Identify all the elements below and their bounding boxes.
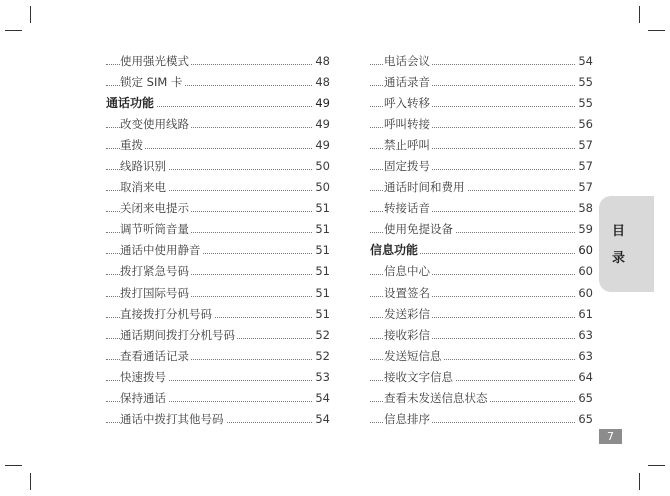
side-tab-char-2: 录 [612, 251, 626, 266]
toc-entry-title: 使用强光模式 [120, 54, 189, 68]
page-number: 7 [599, 429, 622, 444]
toc-entry-page: 60 [576, 283, 593, 304]
toc-entry-title: 锁定 SIM 卡 [120, 75, 183, 90]
toc-entry-page: 63 [576, 325, 593, 346]
toc-entry-page: 52 [313, 346, 330, 367]
toc-entry [106, 72, 330, 93]
toc-entry-title: 取消来电 [120, 180, 166, 195]
crop-mark-top-left-h [5, 30, 22, 31]
toc-entry-page: 51 [313, 283, 330, 304]
toc-entry-title: 通话期间拨打分机号码 [120, 327, 235, 342]
toc-entry-page: 50 [313, 177, 330, 198]
toc-entry-title: 查看通话记录 [120, 348, 189, 363]
crop-mark-top-right-h [648, 30, 665, 31]
toc-entry [370, 177, 593, 198]
toc-entry [106, 219, 330, 240]
toc-entry [106, 388, 330, 409]
toc-entry-title: 保持通话 [120, 390, 166, 405]
toc-entry [370, 198, 593, 219]
crop-mark-bottom-right-h [648, 465, 665, 466]
toc-entry [370, 72, 593, 93]
toc-entry [370, 325, 593, 346]
crop-mark-bottom-left-h [5, 465, 22, 466]
toc-side-tab [599, 196, 654, 292]
toc-entry-title: 查看未发送信息状态 [384, 390, 488, 405]
toc-entry-title: 重拨 [120, 138, 143, 153]
toc-entry-page: 53 [313, 367, 330, 388]
toc-entry-page: 63 [576, 346, 593, 367]
toc-entry-page: 65 [576, 388, 593, 409]
toc-entry [370, 346, 593, 367]
toc-entry-page: 51 [313, 304, 330, 325]
toc-entry-title: 电话会议 [384, 54, 430, 68]
toc-entry-title: 发送短信息 [384, 348, 442, 363]
crop-mark-bottom-left-v [30, 473, 31, 490]
toc-left-column [106, 51, 330, 430]
toc-entry-title: 直接拨打分机号码 [120, 306, 212, 321]
toc-entry-title: 关闭来电提示 [120, 201, 189, 216]
toc-entry [106, 51, 330, 72]
toc-entry-title: 禁止呼叫 [384, 138, 430, 153]
toc-entry [106, 114, 330, 135]
toc-entry-title: 拨打国际号码 [120, 285, 189, 300]
toc-entry-title: 信息排序 [384, 411, 430, 426]
toc-entry-title: 通话中拨打其他号码 [120, 411, 224, 426]
toc-section-entry [106, 93, 330, 114]
toc-entry [106, 283, 330, 304]
toc-entry-page: 57 [576, 156, 593, 177]
toc-entry [106, 367, 330, 388]
toc-entry-title: 通话录音 [384, 75, 430, 90]
toc-entry-title: 呼入转移 [384, 96, 430, 111]
toc-entry-page: 54 [576, 51, 593, 72]
toc-entry-title: 接收彩信 [384, 327, 430, 342]
toc-entry [106, 156, 330, 177]
toc-entry-page: 61 [576, 304, 593, 325]
toc-entry [370, 388, 593, 409]
toc-entry-title: 设置签名 [384, 285, 430, 300]
toc-entry-page: 65 [576, 409, 593, 430]
toc-section-entry [370, 240, 593, 261]
crop-mark-top-left-v [30, 6, 31, 23]
toc-entry-page: 55 [576, 93, 593, 114]
toc-entry-page: 54 [313, 409, 330, 430]
toc-entry-page: 48 [313, 72, 330, 93]
toc-entry-title: 通话时间和费用 [384, 180, 465, 195]
toc-entry-page: 48 [313, 51, 330, 72]
toc-entry [370, 156, 593, 177]
toc-entry [370, 304, 593, 325]
toc-entry [106, 135, 330, 156]
toc-entry-page: 51 [313, 219, 330, 240]
toc-entry-page: 60 [576, 240, 593, 261]
toc-entry [370, 367, 593, 388]
toc-entry-title: 使用免提设备 [384, 222, 453, 237]
toc-entry [370, 93, 593, 114]
toc-entry-title: 拨打紧急号码 [120, 264, 189, 279]
toc-entry-title: 转接话音 [384, 201, 430, 216]
toc-entry [106, 261, 330, 282]
toc-entry-title: 发送彩信 [384, 306, 430, 321]
toc-entry-title: 通话功能 [106, 96, 155, 111]
toc-entry [370, 261, 593, 282]
toc-entry-page: 58 [576, 198, 593, 219]
toc-entry-page: 64 [576, 367, 593, 388]
toc-entry [106, 409, 330, 430]
toc-entry [106, 304, 330, 325]
toc-entry-title: 信息功能 [370, 243, 419, 258]
toc-entry [370, 219, 593, 240]
toc-entry-page: 56 [576, 114, 593, 135]
toc-entry-title: 通话中使用静音 [120, 243, 201, 258]
side-tab-char-1: 目 [612, 224, 626, 239]
toc-entry-page: 59 [576, 219, 593, 240]
toc-entry-title: 固定拨号 [384, 159, 430, 174]
toc-entry-page: 49 [313, 135, 330, 156]
toc-entry-title: 接收文字信息 [384, 369, 453, 384]
toc-entry [106, 325, 330, 346]
toc-entry-page: 60 [576, 261, 593, 282]
toc-entry-page: 55 [576, 72, 593, 93]
toc-entry [370, 409, 593, 430]
toc-entry-page: 57 [576, 135, 593, 156]
toc-entry-title: 信息中心 [384, 264, 430, 279]
toc-entry-title: 呼叫转接 [384, 117, 430, 132]
toc-entry-page: 57 [576, 177, 593, 198]
toc-entry [106, 240, 330, 261]
toc-entry [370, 51, 593, 72]
toc-entry-title: 快速拨号 [120, 369, 166, 384]
toc-entry-page: 49 [313, 93, 330, 114]
toc-entry-title: 调节听筒音量 [120, 222, 189, 237]
toc-entry [106, 177, 330, 198]
toc-entry [370, 135, 593, 156]
toc-entry-title: 改变使用线路 [120, 117, 189, 132]
toc-entry-page: 51 [313, 240, 330, 261]
toc-entry-page: 50 [313, 156, 330, 177]
toc-entry-page: 54 [313, 388, 330, 409]
toc-entry-page: 51 [313, 261, 330, 282]
toc-entry [106, 346, 330, 367]
toc-entry-title: 线路识别 [120, 159, 166, 174]
toc-entry [370, 283, 593, 304]
toc-entry-page: 51 [313, 198, 330, 219]
toc-entry-page: 49 [313, 114, 330, 135]
toc-entry-page: 52 [313, 325, 330, 346]
toc-entry [106, 198, 330, 219]
crop-mark-bottom-right-v [639, 473, 640, 490]
crop-mark-top-right-v [639, 6, 640, 23]
toc-right-column [370, 51, 593, 430]
toc-entry [370, 114, 593, 135]
